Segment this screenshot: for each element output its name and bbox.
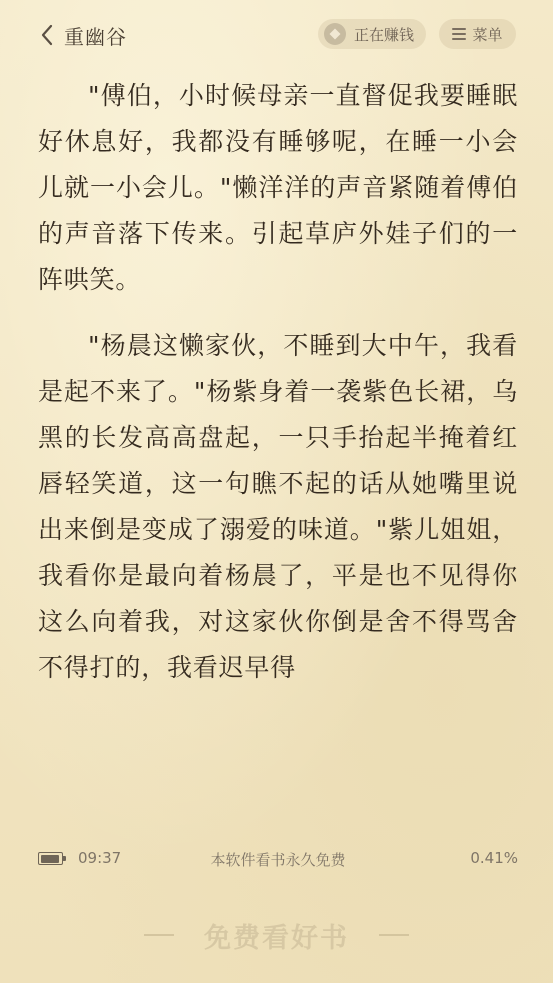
earning-button[interactable] [318, 19, 426, 49]
paragraph: "杨晨这懒家伙，不睡到大中午，我看是起不来了。"杨紫身着一袭紫色长裙，乌黑的长发高高盘起，一只手抬起半掩着红唇轻笑道，这一句瞧不起的话从她嘴里说出来倒是变成了溺爱的味道。"紫儿姐姐，我看你是最向着杨晨了，平是也不见得你这么向着我，对这家伙你倒是舍不得骂舍不得打的，我看迟早得 [38, 331, 518, 682]
free-reading-slogan: 本软件看书永久免费 [210, 851, 346, 869]
book-title: 重幽谷 [64, 24, 127, 49]
divider [379, 934, 409, 936]
footer-watermark [0, 915, 553, 955]
earning-label: 正在赚钱 [354, 25, 415, 44]
reading-progress: 0.41% [470, 849, 518, 867]
chevron-left-icon [38, 18, 56, 52]
clock-time: 09:37 [78, 849, 122, 867]
menu-button[interactable] [439, 19, 516, 49]
back-button[interactable] [38, 18, 127, 52]
chapter-text[interactable] [38, 73, 518, 711]
diamond-coin-icon [324, 23, 346, 45]
reader-header [0, 0, 553, 70]
watermark-text: 免费看好书 [204, 922, 349, 954]
reading-status-bar [38, 846, 518, 872]
paragraph: "傅伯，小时候母亲一直督促我要睡眠好休息好，我都没有睡够呢，在睡一小会儿就一小会儿。"懒洋洋的声音紧随着傅伯的声音落下传来。引起草庐外娃子们的一阵哄笑。 [38, 81, 518, 294]
hamburger-menu-icon [452, 28, 466, 40]
menu-label: 菜单 [472, 25, 503, 44]
divider [144, 934, 174, 936]
